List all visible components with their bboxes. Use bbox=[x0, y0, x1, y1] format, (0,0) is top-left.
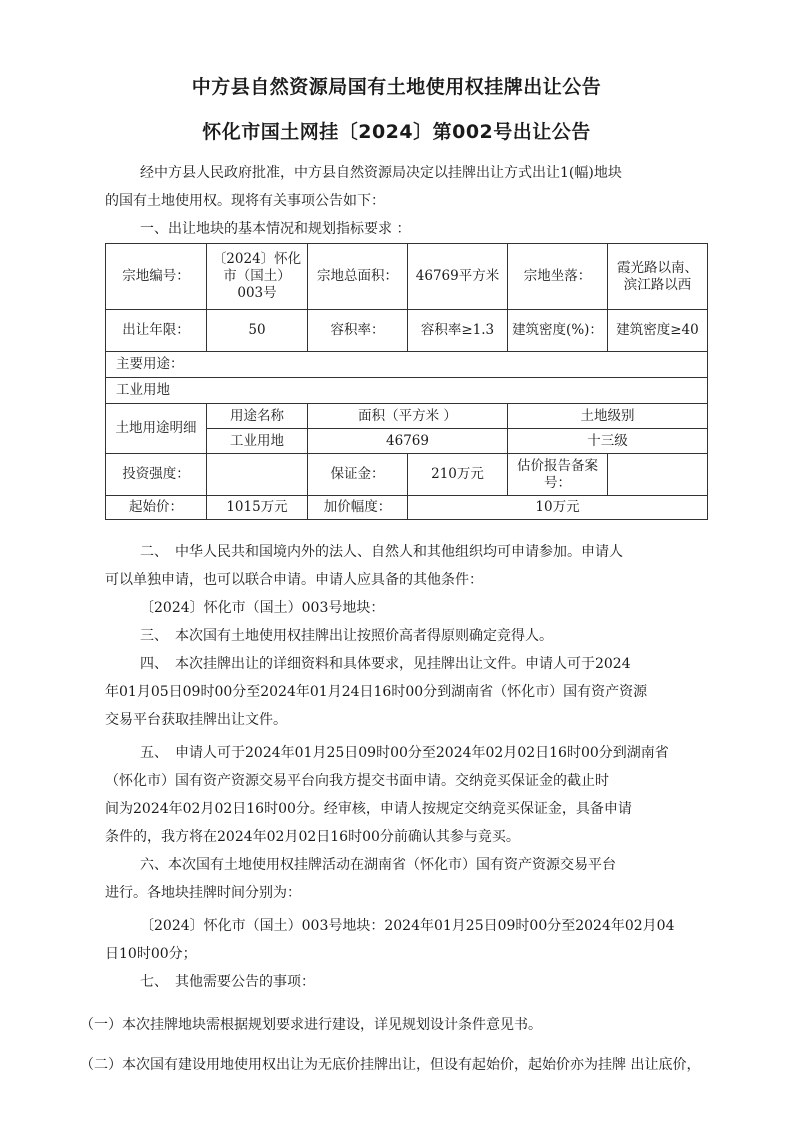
body-line: 交易平台获取挂牌出让文件。 bbox=[105, 712, 287, 728]
body-line: 二、 中华人民共和国境内外的法人、自然人和其他组织均可申请参加。申请人 bbox=[140, 544, 623, 560]
cell-label: 估价报告备案号： bbox=[508, 454, 608, 496]
cell-value: 〔2024〕怀化市（国土）003号 bbox=[207, 244, 308, 310]
cell-value bbox=[207, 454, 308, 496]
notice-subtitle: 怀化市国土网挂〔2024〕第002号出让公告 bbox=[202, 121, 591, 143]
body-line: 〔2024〕怀化市（国土）003号地块： bbox=[140, 600, 385, 616]
cell-value: 50 bbox=[207, 310, 308, 352]
cell-label: 宗地总面积： bbox=[308, 244, 408, 310]
cell-label: 投资强度： bbox=[106, 454, 207, 496]
cell-value bbox=[608, 454, 708, 496]
cell-label: 保证金： bbox=[308, 454, 408, 496]
column-header: 用途名称 bbox=[207, 404, 308, 429]
body-line: （二）本次国有建设用地使用权出让为无底价挂牌出让，但设有起始价，起始价亦为挂牌 出让底价， bbox=[80, 1057, 701, 1073]
parcel-info-table bbox=[105, 243, 708, 520]
cell-value: 容积率≥1.3 bbox=[408, 310, 508, 352]
body-line: 年01月05日09时00分至2024年01月24日16时00分到湖南省（怀化市）国有资产资源 bbox=[105, 684, 648, 700]
body-line: 进行。各地块挂牌时间分别为： bbox=[105, 885, 301, 901]
body-line: 可以单独申请，也可以联合申请。申请人应具备的其他条件： bbox=[105, 572, 483, 588]
intro-line: 经中方县人民政府批准，中方县自然资源局决定以挂牌出让方式出让1(幅)地块 bbox=[140, 165, 622, 181]
column-header: 面积（平方米 ） bbox=[308, 404, 508, 429]
body-line: （一）本次挂牌地块需根据规划要求进行建设，详见规划设计条件意见书。 bbox=[80, 1017, 542, 1033]
notice-title: 中方县自然资源局国有土地使用权挂牌出让公告 bbox=[191, 76, 602, 98]
cell-value: 霞光路以南、滨江路以西 bbox=[608, 244, 708, 310]
body-line: 三、 本次国有土地使用权挂牌出让按照价高者得原则确定竞得人。 bbox=[140, 628, 553, 644]
section-heading: 一、出让地块的基本情况和规划指标要求 ： bbox=[140, 221, 411, 237]
cell-label: 宗地坐落： bbox=[508, 244, 608, 310]
cell-label: 起始价： bbox=[106, 496, 207, 520]
body-line: （怀化市）国有资产资源交易平台向我方提交书面申请。交纳竞买保证金的截止时 bbox=[105, 773, 609, 789]
cell-value: 46769 bbox=[308, 429, 508, 454]
cell-value: 210万元 bbox=[408, 454, 508, 496]
cell-value: 十三级 bbox=[508, 429, 708, 454]
cell-label: 土地用途明细 bbox=[106, 404, 207, 454]
main-use-value: 工业用地 bbox=[106, 378, 708, 404]
cell-value: 工业用地 bbox=[207, 429, 308, 454]
intro-line: 的国有土地使用权。现将有关事项公告如下： bbox=[105, 193, 385, 209]
cell-label: 加价幅度： bbox=[308, 496, 408, 520]
body-line: 条件的，我方将在2024年02月02日16时00分前确认其参与竞买。 bbox=[105, 829, 520, 845]
cell-value: 46769平方米 bbox=[408, 244, 508, 310]
body-line: 五、 申请人可于2024年01月25日09时00分至2024年02月02日16时00分到湖南省 bbox=[140, 745, 669, 761]
body-line: 四、 本次挂牌出让的详细资料和具体要求，见挂牌出让文件。申请人可于2024 bbox=[140, 656, 631, 672]
main-use-label: 主要用途： bbox=[106, 352, 708, 378]
cell-value: 10万元 bbox=[408, 496, 708, 520]
body-line: 日10时00分； bbox=[105, 946, 197, 962]
cell-label: 宗地编号： bbox=[106, 244, 207, 310]
cell-value: 1015万元 bbox=[207, 496, 308, 520]
body-line: 〔2024〕怀化市（国土）003号地块：2024年01月25日09时00分至2024年02月04 bbox=[140, 918, 675, 934]
cell-label: 容积率： bbox=[308, 310, 408, 352]
body-line: 七、 其他需要公告的事项： bbox=[140, 974, 315, 990]
column-header: 土地级别 bbox=[508, 404, 708, 429]
cell-label: 出让年限： bbox=[106, 310, 207, 352]
body-line: 间为2024年02月02日16时00分。经审核，申请人按规定交纳竞买保证金，具备申请 bbox=[105, 801, 632, 817]
body-line: 六、本次国有土地使用权挂牌活动在湖南省（怀化市）国有资产资源交易平台 bbox=[140, 857, 616, 873]
cell-label: 建筑密度(%)： bbox=[508, 310, 608, 352]
cell-value: 建筑密度≥40 bbox=[608, 310, 708, 352]
